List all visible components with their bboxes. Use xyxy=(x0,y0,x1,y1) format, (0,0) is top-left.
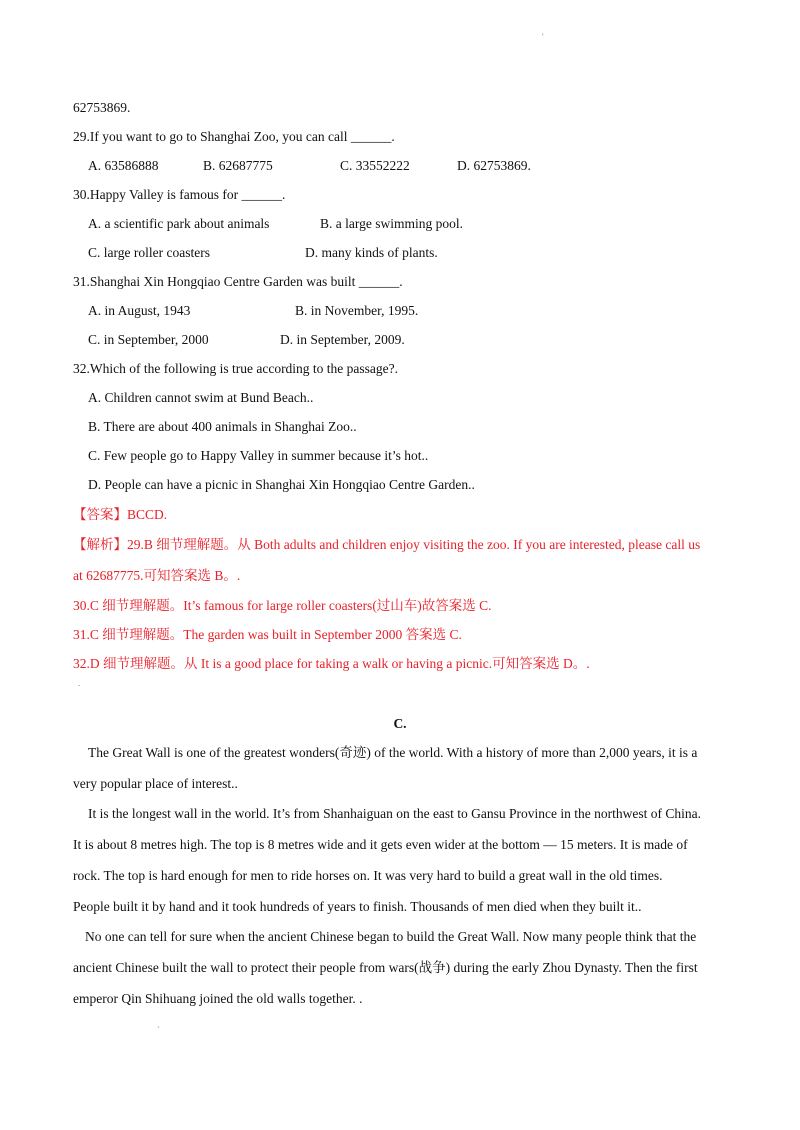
passage-p3-line-1: No one can tell for sure when the ancient Chinese began to build the Great Wall. Now many people think that the xyxy=(85,929,697,944)
answer-key: 【答案】BCCD. xyxy=(73,507,168,522)
question-32-stem: 32.Which of the following is true according to the passage?. xyxy=(73,361,399,376)
question-29-option-b: B. 62687775 xyxy=(203,158,273,173)
passage-p2-line-3: rock. The top is hard enough for men to ride horses on. It was very hard to build a great wall in the old times. xyxy=(73,868,663,883)
question-32-option-a: A. Children cannot swim at Bund Beach.. xyxy=(88,390,314,405)
question-29-option-a: A. 63586888 xyxy=(88,158,159,173)
footer-mark: ` xyxy=(157,1025,160,1035)
question-31-option-d: D. in September, 2009. xyxy=(280,332,405,347)
analysis-line-1: 【解析】29.B 细节理解题。从 Both adults and children enjoy visiting the zoo. If you are interested, please call us xyxy=(73,537,701,552)
passage-p3-line-2: ancient Chinese built the wall to protect their people from wars(战争) during the early Zhou Dynasty. Then the first xyxy=(73,960,698,975)
question-30-option-b: B. a large swimming pool. xyxy=(320,216,463,231)
question-29-stem: 29.If you want to go to Shanghai Zoo, you can call ______. xyxy=(73,129,395,144)
paragraph-mark: . xyxy=(78,678,81,688)
question-30-option-d: D. many kinds of plants. xyxy=(305,245,438,260)
passage-p1-line-2: very popular place of interest.. xyxy=(73,776,238,791)
passage-p2-line-4: People built it by hand and it took hundreds of years to finish. Thousands of men died when they built it.. xyxy=(73,899,642,914)
passage-p2-line-1: It is the longest wall in the world. It’s from Shanhaiguan on the east to Gansu Province in the northwest of China. xyxy=(88,806,702,821)
question-31-option-c: C. in September, 2000 xyxy=(88,332,209,347)
passage-p3-line-3: emperor Qin Shihuang joined the old walls together. . xyxy=(73,991,363,1006)
question-29-option-d: D. 62753869. xyxy=(457,158,531,173)
analysis-line-4: 31.C 细节理解题。The garden was built in September 2000 答案选 C. xyxy=(73,627,462,642)
passage-p2-line-2: It is about 8 metres high. The top is 8 metres wide and it gets even wider at the bottom — 15 meters. It is made of xyxy=(73,837,688,852)
analysis-line-3: 30.C 细节理解题。It’s famous for large roller coasters(过山车)故答案选 C. xyxy=(73,598,492,613)
analysis-line-5: 32.D 细节理解题。从 It is a good place for taking a walk or having a picnic.可知答案选 D。. xyxy=(73,656,590,671)
section-title: C. xyxy=(393,716,407,731)
question-32-option-b: B. There are about 400 animals in Shanghai Zoo.. xyxy=(88,419,357,434)
question-31-option-b: B. in November, 1995. xyxy=(295,303,419,318)
analysis-line-2: at 62687775.可知答案选 B。. xyxy=(73,568,241,583)
question-30-stem: 30.Happy Valley is famous for ______. xyxy=(73,187,286,202)
question-32-option-d: D. People can have a picnic in Shanghai Xin Hongqiao Centre Garden.. xyxy=(88,477,475,492)
question-32-option-c: C. Few people go to Happy Valley in summer because it’s hot.. xyxy=(88,448,429,463)
question-29-option-c: C. 33552222 xyxy=(340,158,410,173)
question-31-stem: 31.Shanghai Xin Hongqiao Centre Garden was built ______. xyxy=(73,274,403,289)
passage-p1-line-1: The Great Wall is one of the greatest wonders(奇迹) of the world. With a history of more than 2,000 years, it is a xyxy=(88,745,698,760)
question-31-option-a: A. in August, 1943 xyxy=(88,303,191,318)
previous-answer-tail: 62753869. xyxy=(73,100,131,115)
question-30-option-c: C. large roller coasters xyxy=(88,245,210,260)
question-30-option-a: A. a scientific park about animals xyxy=(88,216,270,231)
header-mark: ' xyxy=(542,32,544,42)
